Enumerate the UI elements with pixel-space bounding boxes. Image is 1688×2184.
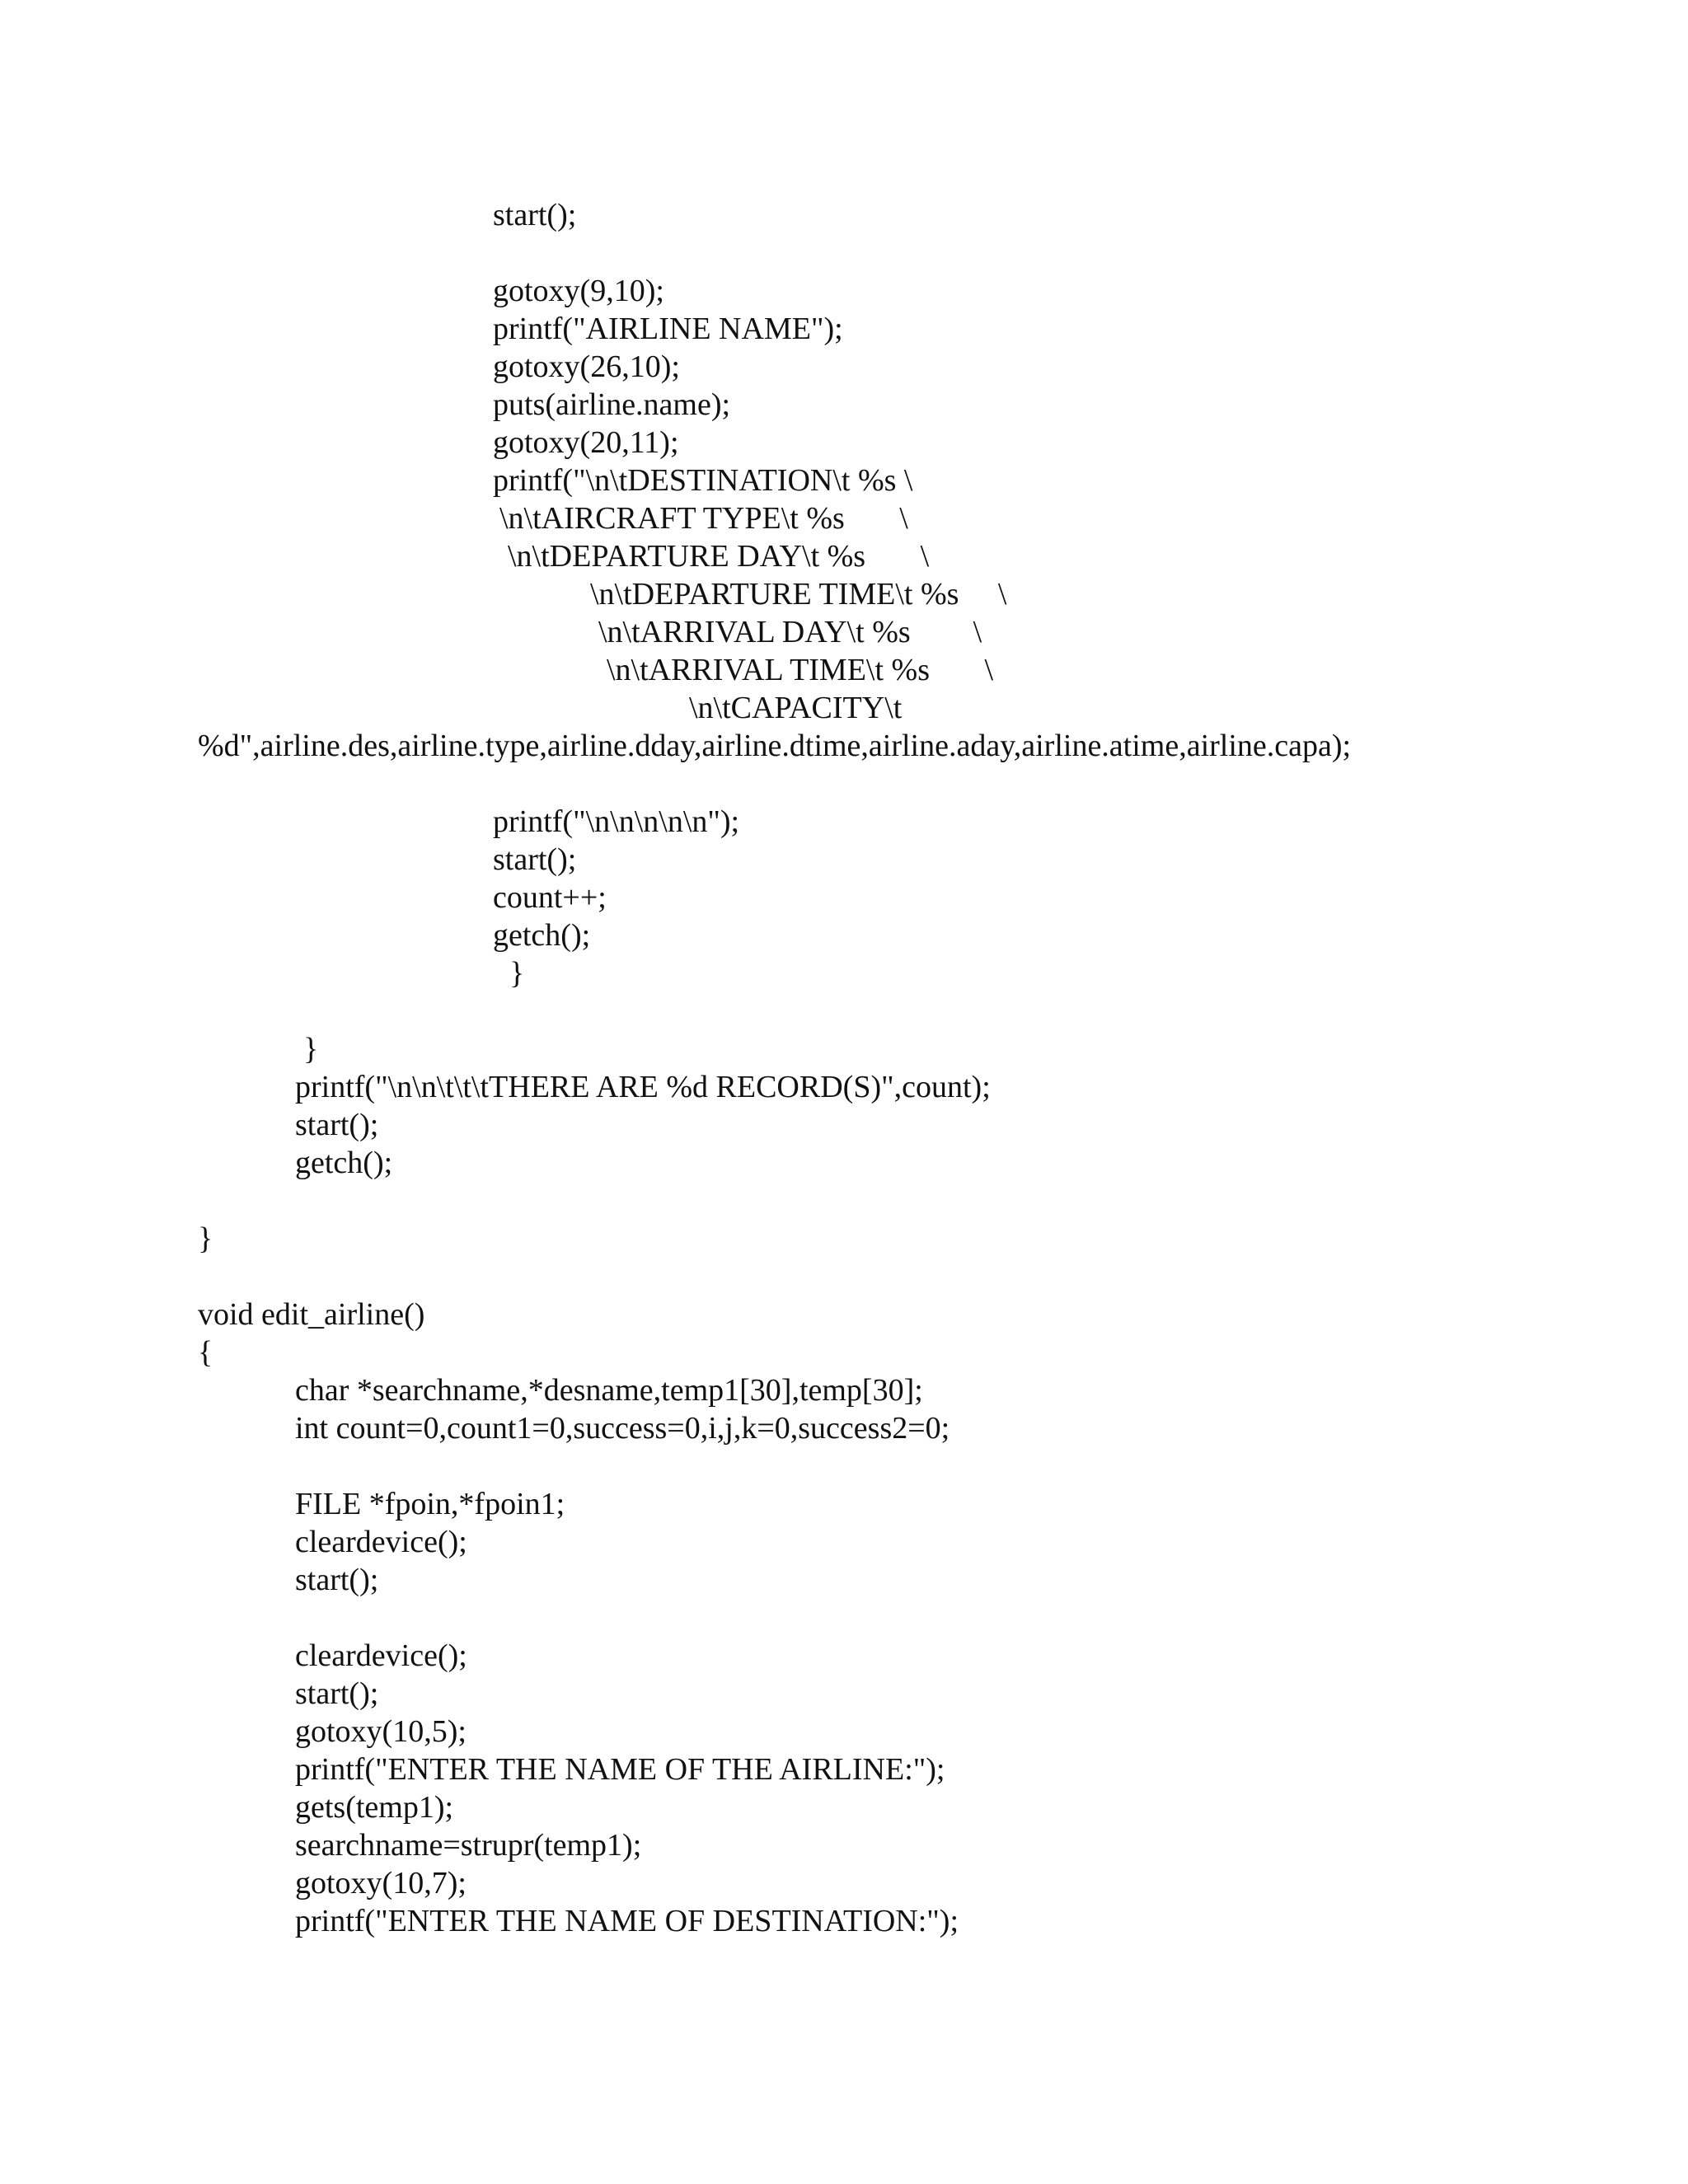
code-line: printf("ENTER THE NAME OF THE AIRLINE:"); — [295, 1752, 945, 1787]
code-line: start(); — [493, 198, 577, 232]
code-line: FILE *fpoin,*fpoin1; — [295, 1487, 565, 1521]
code-line: gets(temp1); — [295, 1790, 454, 1825]
code-line: count++; — [493, 880, 607, 915]
code-line: } — [509, 956, 525, 991]
code-line: gotoxy(10,7); — [295, 1866, 467, 1900]
code-line: start(); — [493, 842, 577, 877]
code-line: \n\tARRIVAL DAY\t %s \ — [598, 615, 982, 649]
code-line: puts(airline.name); — [493, 387, 731, 422]
code-line: { — [198, 1335, 213, 1370]
code-line: int count=0,count1=0,success=0,i,j,k=0,success2=0; — [295, 1411, 950, 1446]
code-line: start(); — [295, 1108, 379, 1142]
code-line: } — [303, 1032, 319, 1066]
code-line: gotoxy(26,10); — [493, 349, 680, 384]
code-line: \n\tCAPACITY\t — [689, 691, 903, 725]
code-line: printf("\n\tDESTINATION\t %s \ — [493, 463, 913, 498]
code-line: cleardevice(); — [295, 1525, 467, 1559]
code-line: searchname=strupr(temp1); — [295, 1828, 642, 1863]
code-line: printf("\n\n\t\t\tTHERE ARE %d RECORD(S)",count); — [295, 1070, 991, 1104]
code-line: \n\tDEPARTURE TIME\t %s \ — [590, 577, 1007, 612]
code-line: gotoxy(20,11); — [493, 425, 679, 460]
code-line: printf("\n\n\n\n\n"); — [493, 804, 740, 839]
code-line: gotoxy(10,5); — [295, 1714, 467, 1749]
code-line: \n\tDEPARTURE DAY\t %s \ — [508, 539, 930, 574]
code-line: getch(); — [493, 918, 591, 953]
code-line: start(); — [295, 1563, 379, 1597]
code-line: } — [198, 1221, 213, 1256]
code-line: cleardevice(); — [295, 1638, 467, 1673]
code-line: %d",airline.des,airline.type,airline.dday,airline.dtime,airline.aday,airline.atime,airline.capa); — [198, 729, 1352, 763]
code-line: \n\tAIRCRAFT TYPE\t %s \ — [499, 501, 908, 536]
code-line: getch(); — [295, 1146, 393, 1180]
code-line: gotoxy(9,10); — [493, 274, 664, 308]
code-line: void edit_airline() — [198, 1297, 425, 1332]
code-line: printf("ENTER THE NAME OF DESTINATION:"); — [295, 1904, 959, 1938]
code-line: printf("AIRLINE NAME"); — [493, 312, 843, 346]
code-line: start(); — [295, 1676, 379, 1711]
code-line: char *searchname,*desname,temp1[30],temp[30]; — [295, 1373, 923, 1408]
code-line: \n\tARRIVAL TIME\t %s \ — [607, 653, 994, 687]
